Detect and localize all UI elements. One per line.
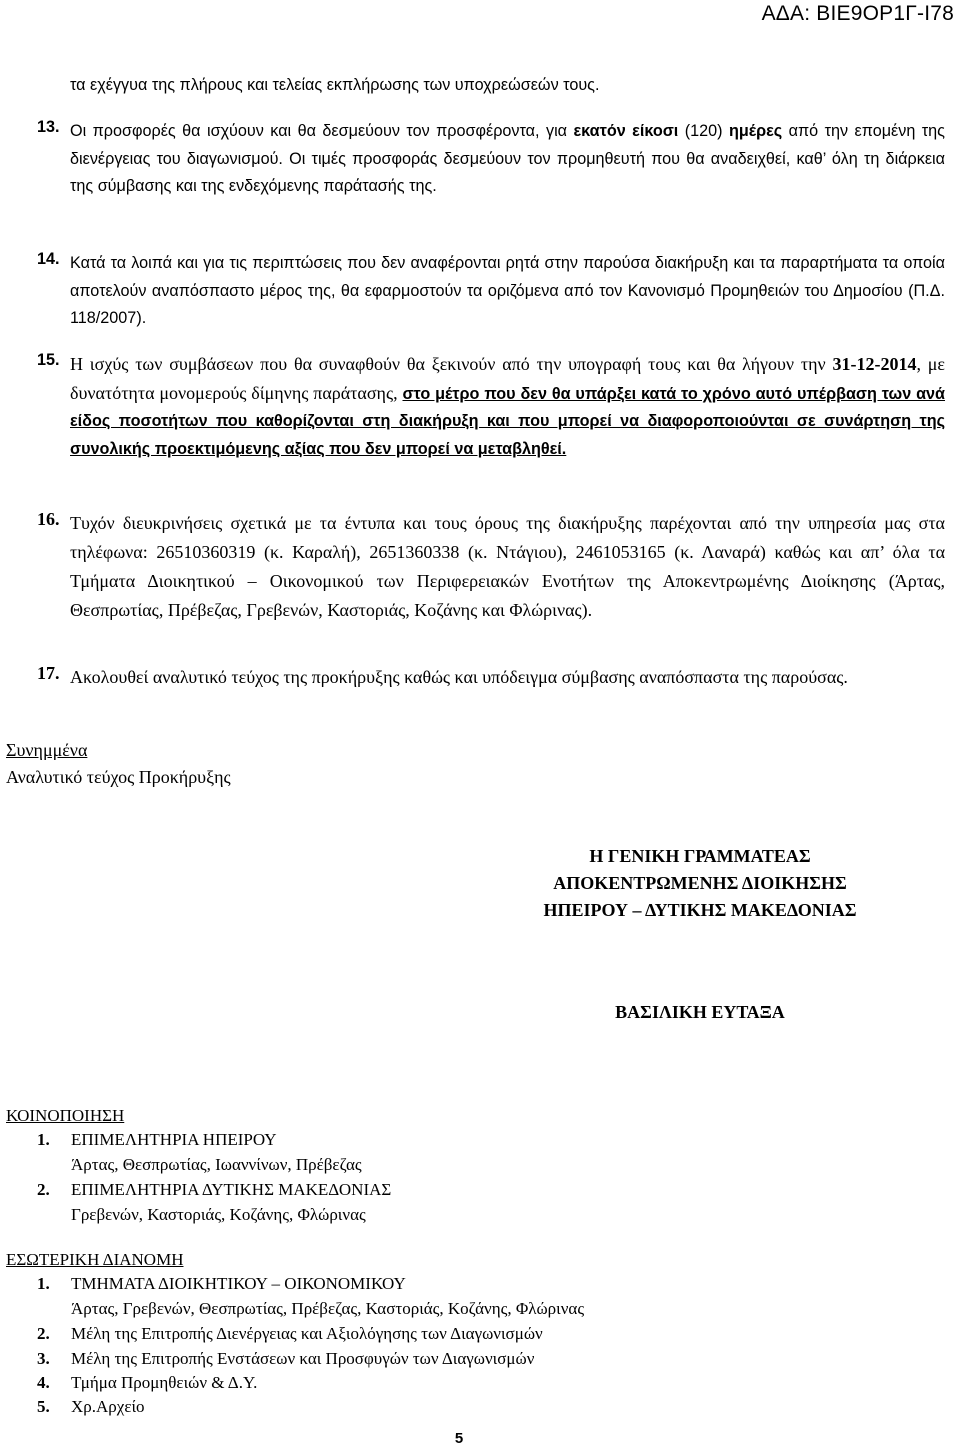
paragraph-16-number: 16.: [37, 509, 60, 529]
paragraph-13: [70, 118, 945, 201]
notification-item: 1. ΕΠΙΜΕΛΗΤΗΡΙΑ ΗΠΕΙΡΟΥ: [37, 1130, 277, 1149]
paragraph-12-tail: τα εχέγγυα της πλήρους και τελείας εκπλήρωσης των υποχρεώσεών τους.: [70, 76, 600, 94]
paragraph-17-number: 17.: [37, 663, 60, 683]
internal-item-sub: Άρτας, Γρεβενών, Θεσπρωτίας, Πρέβεζας, Καστοριάς, Κοζάνης, Φλώρινας: [71, 1299, 585, 1318]
paragraph-17: Ακολουθεί αναλυτικό τεύχος της προκήρυξης καθώς και υπόδειγμα σύμβασης αναπόσπαστα της παρούσας.: [70, 667, 848, 687]
notification-heading: ΚΟΙΝΟΠΟΙΗΣΗ: [6, 1106, 125, 1125]
attachments-item: Αναλυτικό τεύχος Προκήρυξης: [6, 767, 231, 787]
notification-item-sub: Γρεβενών, Καστοριάς, Κοζάνης, Φλώρινας: [71, 1205, 366, 1224]
signature-title-line1: Η ΓΕΝΙΚΗ ΓΡΑΜΜΑΤΕΑΣ: [589, 846, 811, 866]
internal-item-title: Χρ.Αρχείο: [71, 1397, 145, 1416]
attachments-heading: Συνημμένα: [6, 740, 88, 760]
p15-text-c: , με δυνατότητα μονομερούς δίμηνης παράτασης,: [70, 354, 945, 403]
p15-underlined-condition: στο μέτρο που δεν θα υπάρξει κατά το χρόνο αυτό υπέρβαση των ανά είδος ποσοτήτων που καθορίζονται στη διακήρυξη και που μπορεί να διαφοροποιούνται σε συνάρτηση της συνολικής προεκτιμόμενης αξίας που δεν μπορεί να μεταβληθεί.: [70, 384, 946, 458]
signature-title-line3: ΗΠΕΙΡΟΥ – ΔΥΤΙΚΗΣ ΜΑΚΕΔΟΝΙΑΣ: [543, 900, 857, 920]
paragraph-13-number: 13.: [37, 118, 60, 136]
paragraph-14-number: 14.: [37, 250, 60, 268]
p13-bold-days: ημέρες: [728, 122, 783, 140]
internal-item: 4. Τμήμα Προμηθειών & Δ.Υ.: [37, 1373, 258, 1392]
paragraph-14: Κατά τα λοιπά και για τις περιπτώσεις που δεν αναφέρονται ρητά στην παρούσα διακήρυξη και τα παραρτήματα τα οποία αποτελούν αναπόσπαστο μέρος της, θα εφαρμοστούν τα οριζόμενα από τον Κανονισμό Προμηθειών του Δημοσίου (Π.Δ. 118/2007).: [70, 254, 945, 327]
signature-title-line2: ΑΠΟΚΕΝΤΡΩΜΕΝΗΣ ΔΙΟΙΚΗΣΗΣ: [553, 873, 847, 893]
page-number: 5: [454, 1430, 464, 1447]
internal-item: 2. Μέλη της Επιτροπής Διενέργειας και Αξιολόγησης των Διαγωνισμών: [37, 1324, 543, 1343]
p13-text-c: (120): [678, 122, 729, 140]
internal-distribution-heading: ΕΣΩΤΕΡΙΚΗ ΔΙΑΝΟΜΗ: [6, 1250, 184, 1269]
paragraph-15-number: 15.: [37, 351, 60, 369]
internal-item-title: Μέλη της Επιτροπής Ενστάσεων και Προσφυγών των Διαγωνισμών: [71, 1349, 535, 1368]
paragraph-15: [70, 351, 945, 463]
p15-text-a: Η ισχύς των συμβάσεων που θα συναφθούν θα ξεκινούν από την υπογραφή τους και θα λήγουν την: [70, 354, 833, 374]
p13-text-e: από την επομένη της διενέργειας του διαγωνισμού. Οι τιμές προσφοράς δεσμεύουν τον προμηθευτή που θα αναδειχθεί, καθ’ όλη τη διάρκεια της σύμβασης και της ενδεχόμενης παράτασής της.: [70, 122, 945, 195]
paragraph-16: Τυχόν διευκρινήσεις σχετικά με τα έντυπα και τους όρους της διακήρυξης παρέχονται από την υπηρεσία μας στα τηλέφωνα: 26510360319 (κ. Καραλή), 2651360338 (κ. Ντάγιου), 2461053165 (κ. Λαναρά) καθώς και απ’ όλα τα Τμήματα Διοικητικού – Οικονομικού των Περιφερειακών Ενοτήτων της Αποκεντρωμένης Διοίκησης (Άρτας, Θεσπρωτίας, Πρέβεζας, Γρεβενών, Καστοριάς, Κοζάνης και Φλώρινας).: [70, 513, 945, 620]
notification-item-sub: Άρτας, Θεσπρωτίας, Ιωαννίνων, Πρέβεζας: [71, 1155, 362, 1174]
internal-item-title: ΤΜΗΜΑΤΑ ΔΙΟΙΚΗΤΙΚΟΥ – ΟΙΚΟΝΟΜΙΚΟΥ: [71, 1274, 406, 1293]
notification-item: 2. ΕΠΙΜΕΛΗΤΗΡΙΑ ΔΥΤΙΚΗΣ ΜΑΚΕΔΟΝΙΑΣ: [37, 1180, 392, 1199]
p13-text-a: Οι προσφορές θα ισχύουν και θα δεσμεύουν τον προσφέροντα, για: [70, 122, 574, 140]
ada-code: ΑΔΑ: ΒΙΕ9ΟΡ1Γ-Ι78: [761, 2, 954, 25]
notification-item-title: ΕΠΙΜΕΛΗΤΗΡΙΑ ΗΠΕΙΡΟΥ: [71, 1130, 277, 1149]
internal-item: 3. Μέλη της Επιτροπής Ενστάσεων και Προσφυγών των Διαγωνισμών: [37, 1349, 535, 1368]
signatory-name: ΒΑΣΙΛΙΚΗ ΕΥΤΑΞΑ: [615, 1002, 785, 1022]
p15-bold-date: 31-12-2014: [832, 354, 917, 374]
internal-item-title: Τμήμα Προμηθειών & Δ.Υ.: [71, 1373, 258, 1392]
internal-item-title: Μέλη της Επιτροπής Διενέργειας και Αξιολόγησης των Διαγωνισμών: [71, 1324, 543, 1343]
notification-item-title: ΕΠΙΜΕΛΗΤΗΡΙΑ ΔΥΤΙΚΗΣ ΜΑΚΕΔΟΝΙΑΣ: [71, 1180, 392, 1199]
internal-item: 5. Χρ.Αρχείο: [37, 1397, 145, 1416]
internal-item: 1. ΤΜΗΜΑΤΑ ΔΙΟΙΚΗΤΙΚΟΥ – ΟΙΚΟΝΟΜΙΚΟΥ: [37, 1274, 406, 1293]
p13-bold-duration: εκατόν είκοσι: [573, 122, 679, 140]
